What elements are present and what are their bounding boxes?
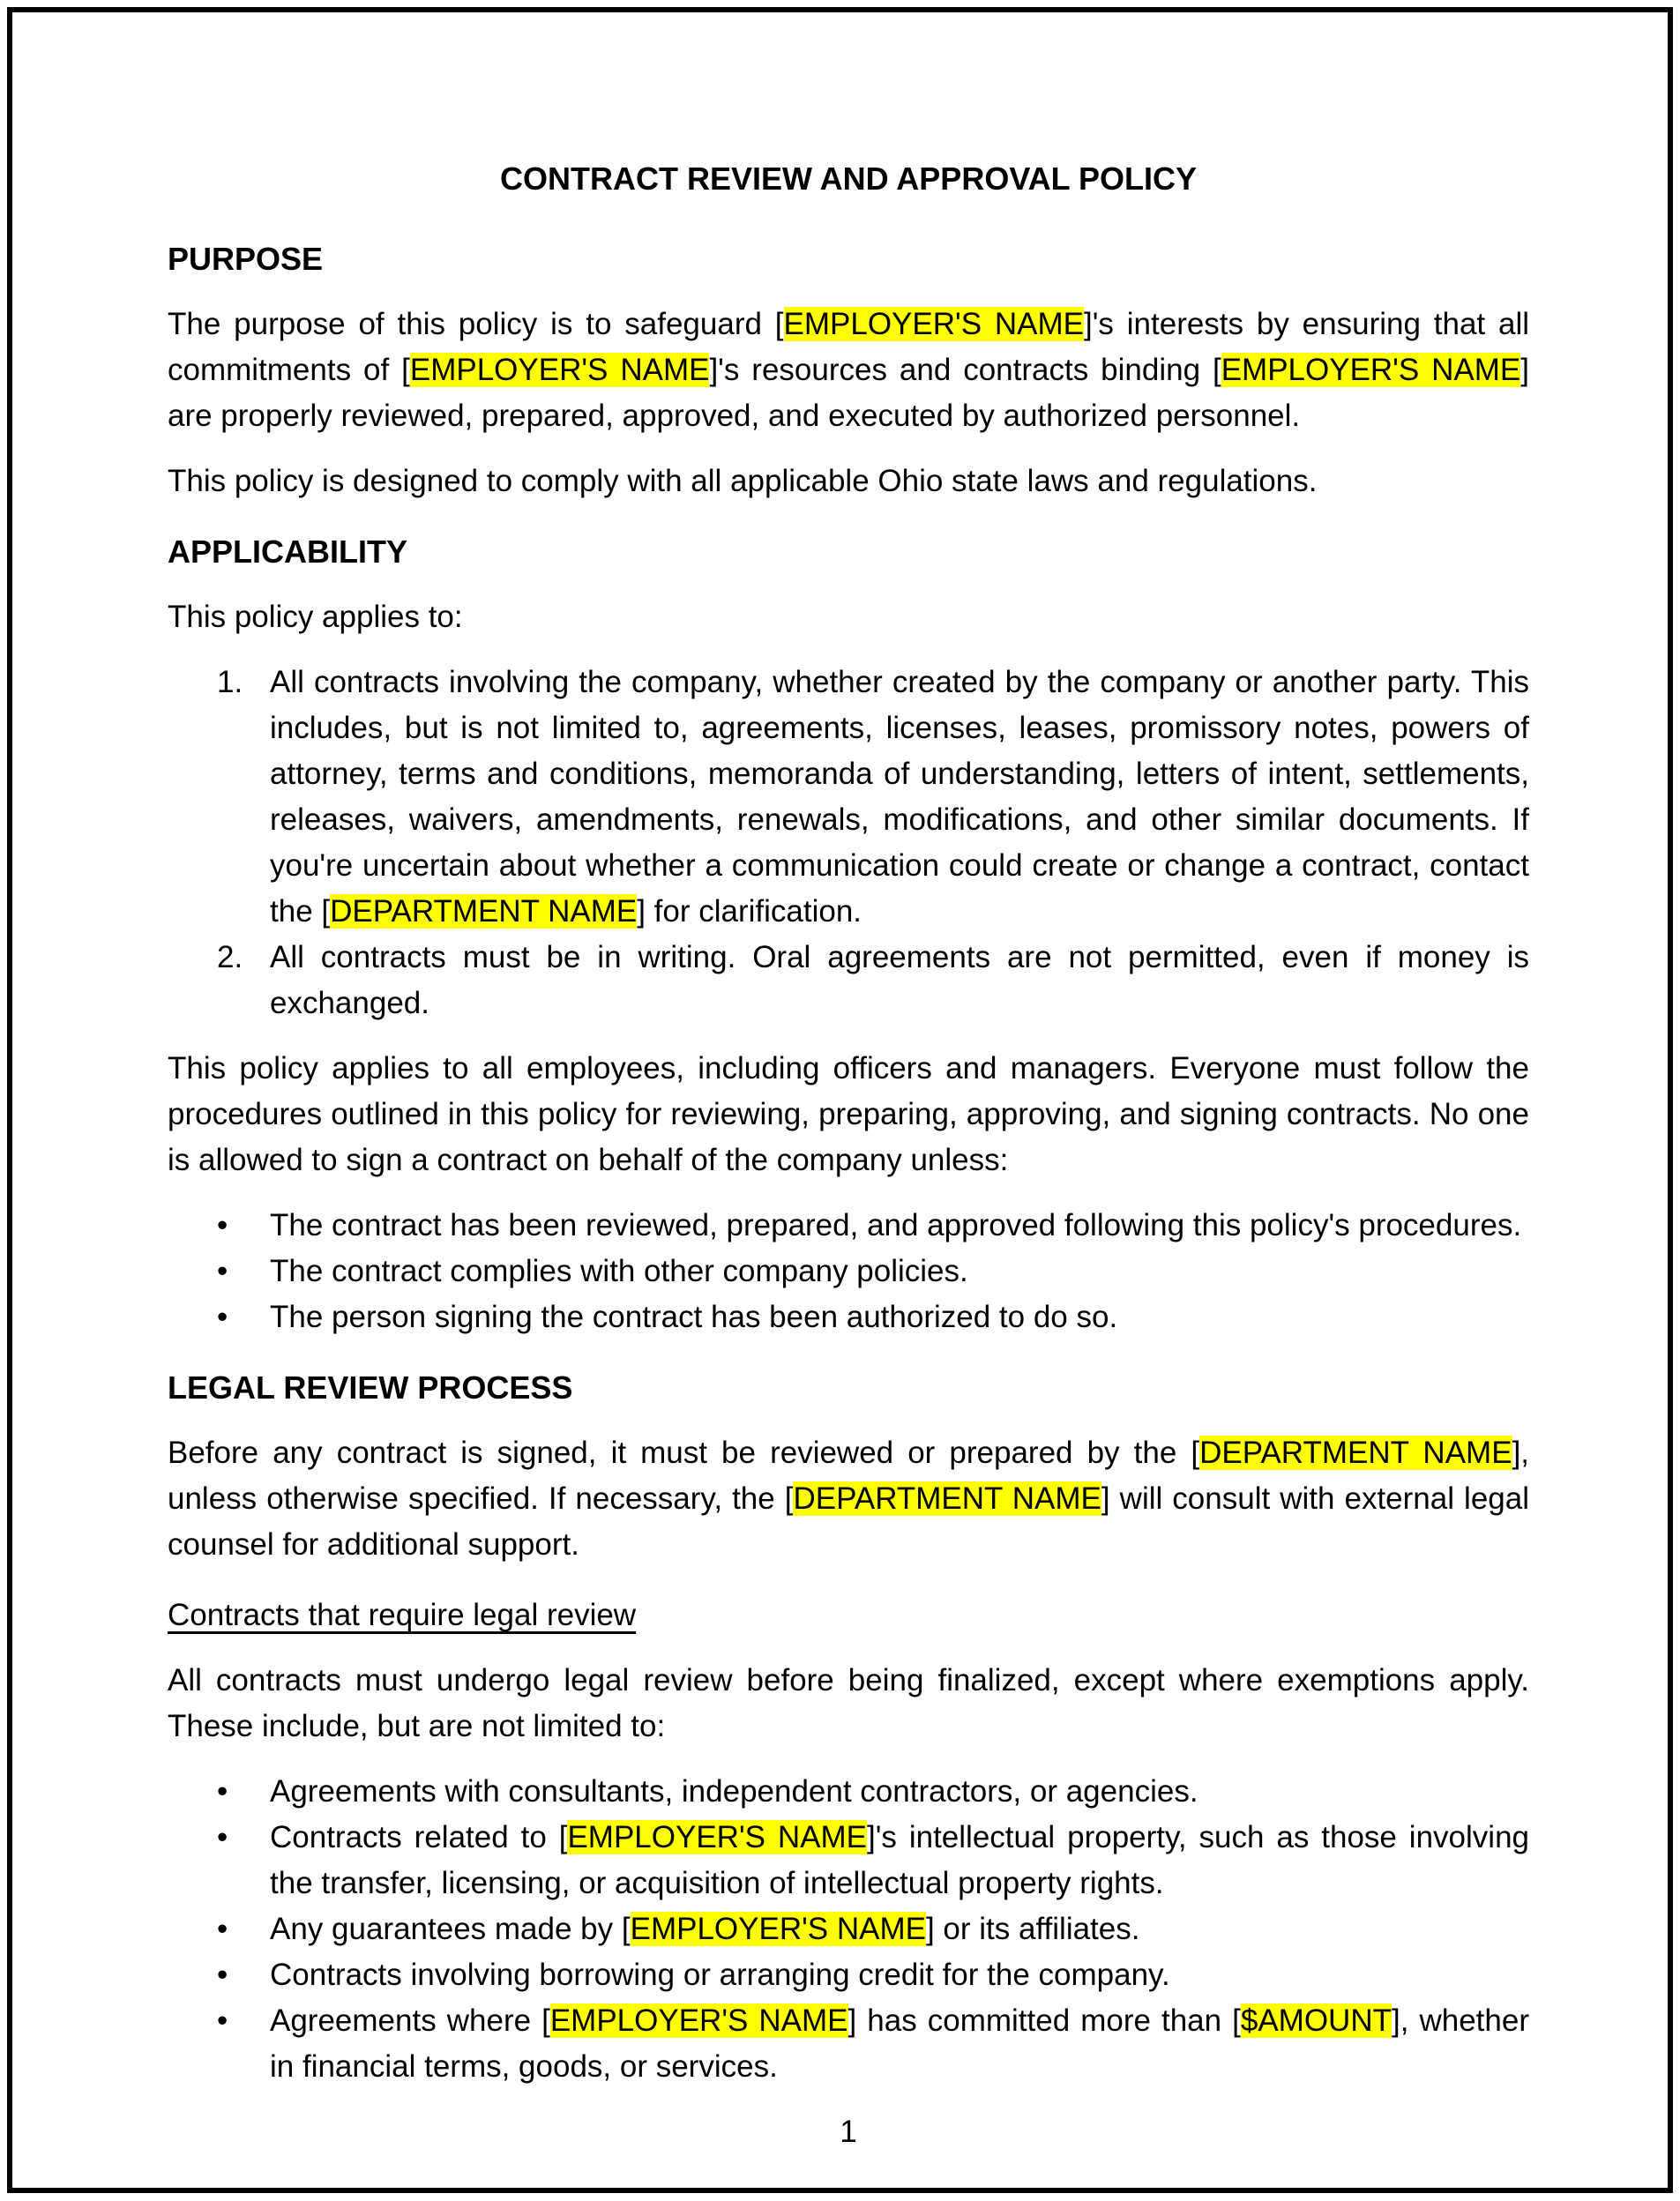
list-item: [168, 660, 1529, 935]
list-item-text: All contracts must be in writing. Oral agreements are not permitted, even if money is exchanged.: [270, 940, 1529, 1020]
legal-review-paragraph-2: All contracts must undergo legal review before being finalized, except where exemptions apply. These include, but are not limited to:: [168, 1663, 1529, 1743]
applicability-numbered-list: [168, 660, 1529, 1026]
document-content: [168, 159, 1529, 2155]
legal-review-bullet-list: [168, 1769, 1529, 2090]
applicability-bullet-list: [168, 1203, 1529, 1340]
section-heading-applicability: APPLICABILITY: [168, 533, 408, 570]
applicability-scope-paragraph: This policy applies to all employees, including officers and managers. Everyone must follow the procedures outlined in this policy for reviewing, preparing, approving, and signing contracts. No one is allowed to sign a contract on behalf of the company unless:: [168, 1051, 1529, 1177]
section-heading-purpose: PURPOSE: [168, 241, 324, 277]
bullet-marker: •: [217, 1774, 228, 1809]
list-number: 2.: [217, 940, 243, 974]
purpose-paragraph-2: This policy is designed to comply with all applicable Ohio state laws and regulations.: [168, 464, 1318, 498]
section-heading-legal-review: LEGAL REVIEW PROCESS: [168, 1369, 573, 1406]
list-item-text: The person signing the contract has been authorized to do so.: [270, 1300, 1118, 1334]
bullet-marker: •: [217, 1958, 228, 1992]
list-item: [168, 1998, 1529, 2090]
list-item-text: Contracts involving borrowing or arranging credit for the company.: [270, 1958, 1170, 1992]
list-item: [168, 1203, 1529, 1249]
list-item-text: Any guarantees made by [EMPLOYER'S NAME] or its affiliates.: [270, 1912, 1140, 1946]
list-item-text: Agreements with consultants, independent contractors, or agencies.: [270, 1774, 1198, 1809]
list-item-text: The contract has been reviewed, prepared, and approved following this policy's procedures.: [270, 1208, 1522, 1242]
bullet-marker: •: [217, 2003, 228, 2038]
list-item: [168, 1294, 1529, 1340]
list-item: [168, 1952, 1529, 1998]
list-item-text: Contracts related to [EMPLOYER'S NAME]'s intellectual property, such as those involving the transfer, licensing, or acquisition of intellectual property rights.: [270, 1820, 1529, 1900]
bullet-marker: •: [217, 1254, 228, 1288]
bullet-marker: •: [217, 1820, 228, 1854]
bullet-marker: •: [217, 1208, 228, 1242]
page-number: 1: [840, 2115, 857, 2149]
bullet-marker: •: [217, 1300, 228, 1334]
list-number: 1.: [217, 665, 243, 699]
legal-review-paragraph-1: Before any contract is signed, it must be reviewed or prepared by the [DEPARTMENT NAME], unless otherwise specified. If necessary, the [DEPARTMENT NAME] will consult with external legal counsel for additional support.: [168, 1436, 1530, 1562]
list-item: [168, 1769, 1529, 1815]
subheading-contracts-require-review: Contracts that require legal review: [168, 1598, 637, 1632]
list-item: [168, 935, 1529, 1026]
list-item-text: All contracts involving the company, whether created by the company or another party. This includes, but is not limited to, agreements, licenses, leases, promissory notes, powers of attorney, terms and conditions, memoranda of understanding, letters of intent, settlements, releases, waivers, amendments, renewals, modifications, and other similar documents. If you're uncertain about whether a communication could create or change a contract, contact the [DEPARTMENT NAME] for clarification.: [270, 665, 1529, 929]
list-item: [168, 1815, 1529, 1906]
document-title: CONTRACT REVIEW AND APPROVAL POLICY: [499, 160, 1198, 197]
list-item-text: The contract complies with other company policies.: [270, 1254, 968, 1288]
applicability-intro: This policy applies to:: [168, 600, 463, 634]
list-item: [168, 1249, 1529, 1294]
list-item: [168, 1906, 1529, 1952]
purpose-paragraph-1: The purpose of this policy is to safeguard [EMPLOYER'S NAME]'s interests by ensuring that all commitments of [EMPLOYER'S NAME]'s resources and contracts binding [EMPLOYER'S NAME] are properly reviewed, prepared, approved, and executed by authorized personnel.: [168, 307, 1530, 433]
list-item-text: Agreements where [EMPLOYER'S NAME] has committed more than [$AMOUNT], whether in financial terms, goods, or services.: [270, 2003, 1529, 2084]
bullet-marker: •: [217, 1912, 228, 1946]
